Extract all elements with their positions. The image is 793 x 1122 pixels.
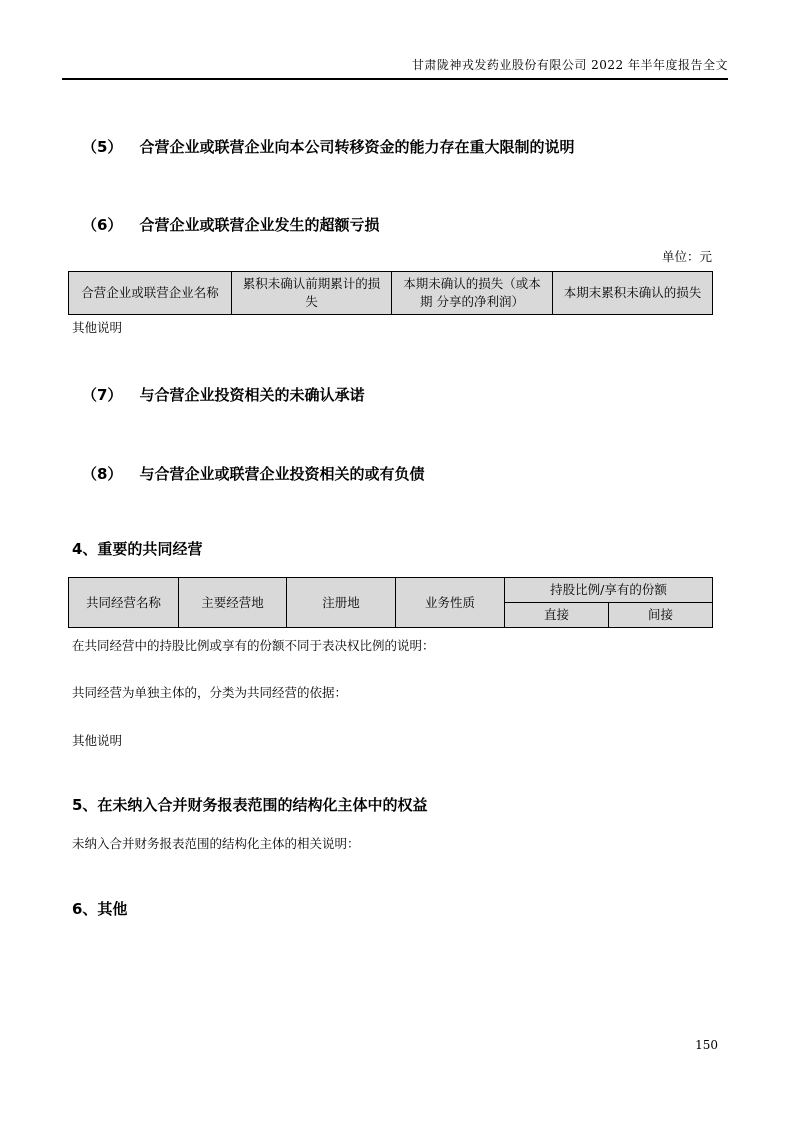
document-header-title: 甘肃陇神戎发药业股份有限公司 2022 年半年度报告全文 <box>62 56 728 80</box>
joint-operation-table <box>68 577 713 628</box>
table-header-cell: 本期末累积未确认的损失 <box>553 272 713 315</box>
section-title: 合营企业或联营企业向本公司转移资金的能力存在重大限制的说明 <box>139 138 575 156</box>
section-heading-7 <box>82 384 364 405</box>
section-number: （8） <box>82 465 123 483</box>
section-title: 与合营企业或联营企业投资相关的或有负债 <box>139 465 425 483</box>
page-number: 150 <box>695 1038 718 1052</box>
table-subheader-cell: 直接 <box>505 603 609 628</box>
table-header-cell: 业务性质 <box>396 578 505 628</box>
table-header-cell: 主要经营地 <box>179 578 287 628</box>
section-number: （6） <box>82 216 123 234</box>
other-note-label: 其他说明 <box>72 320 123 335</box>
section-heading-structured-entities: 5、在未纳入合并财务报表范围的结构化主体中的权益 <box>72 796 428 814</box>
table-group-header-cell: 持股比例/享有的份额 <box>505 578 713 603</box>
table-header-cell: 本期未确认的损失（或本期 分享的净利润） <box>392 272 553 315</box>
section-heading-8 <box>82 463 424 484</box>
other-note-label: 其他说明 <box>72 733 123 748</box>
table-subheader-cell: 间接 <box>609 603 713 628</box>
table-header-row <box>69 578 713 603</box>
section-heading-6 <box>82 214 379 235</box>
table-header-cell: 合营企业或联营企业名称 <box>69 272 232 315</box>
table-header-cell: 累积未确认前期累计的损失 <box>232 272 392 315</box>
excess-loss-table <box>68 271 713 315</box>
table-header-row <box>69 272 713 315</box>
section-title: 与合营企业投资相关的未确认承诺 <box>139 386 365 404</box>
section-title: 合营企业或联营企业发生的超额亏损 <box>139 216 380 234</box>
section-heading-5 <box>82 136 574 157</box>
section-heading-joint-operations: 4、重要的共同经营 <box>72 540 203 558</box>
classification-basis-note: 共同经营为单独主体的，分类为共同经营的依据： <box>72 685 348 700</box>
voting-ratio-note: 在共同经营中的持股比例或享有的份额不同于表决权比例的说明： <box>72 638 435 653</box>
unit-label: 单位：元 <box>661 249 712 264</box>
structured-entity-note: 未纳入合并财务报表范围的结构化主体的相关说明： <box>72 836 360 851</box>
table-header-cell: 共同经营名称 <box>69 578 179 628</box>
section-number: （5） <box>82 138 123 156</box>
section-heading-other: 6、其他 <box>72 900 128 918</box>
table-header-cell: 注册地 <box>287 578 396 628</box>
section-number: （7） <box>82 386 123 404</box>
